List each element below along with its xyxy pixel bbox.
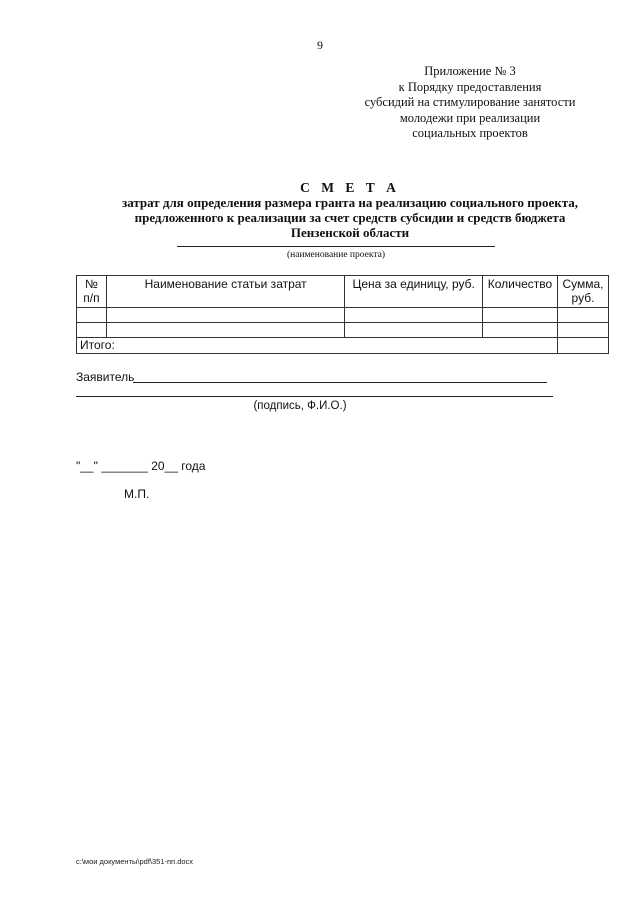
title-line: Пензенской области xyxy=(290,225,410,240)
total-value xyxy=(557,338,608,354)
total-label: Итого: xyxy=(77,338,558,354)
table-cell xyxy=(345,323,483,338)
project-name-caption: (наименование проекта) xyxy=(286,250,385,260)
table-cell xyxy=(106,323,344,338)
document-title xyxy=(80,180,620,240)
appendix-line: молодежи при реализации xyxy=(399,110,541,125)
header-cell-price: Цена за единицу, руб. xyxy=(345,276,483,308)
table-cell xyxy=(483,308,558,323)
title-line: затрат для определения размера гранта на реализацию социального проекта, xyxy=(121,195,579,210)
header-cell-name: Наименование статьи затрат xyxy=(106,276,344,308)
table-cell xyxy=(345,308,483,323)
header-cell-number: № п/п xyxy=(77,276,107,308)
date-line: "__" _______ 20__ года xyxy=(76,459,206,473)
table-total-row xyxy=(77,338,609,354)
table-header-row xyxy=(77,276,609,308)
appendix-line: субсидий на стимулирование занятости xyxy=(364,95,576,110)
file-path: c:\мои документы\pdf\351-пп.docx xyxy=(76,857,194,866)
table-row xyxy=(77,323,609,338)
stamp-label: М.П. xyxy=(124,487,150,501)
cost-table xyxy=(76,275,609,354)
table-cell xyxy=(557,308,608,323)
table-cell xyxy=(77,323,107,338)
project-name-line xyxy=(177,246,495,247)
header-cell-sum: Сумма, руб. xyxy=(557,276,608,308)
table-cell xyxy=(557,323,608,338)
header-cell-quantity: Количество xyxy=(483,276,558,308)
table-cell xyxy=(483,323,558,338)
applicant-line xyxy=(133,382,547,383)
appendix-line: Приложение № 3 xyxy=(424,64,516,78)
page-number: 9 xyxy=(317,38,323,52)
appendix-header xyxy=(330,64,610,142)
signature-caption: (подпись, Ф.И.О.) xyxy=(253,400,347,412)
appendix-line: к Порядку предоставления xyxy=(398,79,542,94)
applicant-label: Заявитель xyxy=(76,370,135,384)
title-word: С М Е Т А xyxy=(300,180,400,195)
table-cell xyxy=(106,308,344,323)
title-line: предложенного к реализации за счет средств субсидии и средств бюджета xyxy=(134,210,566,225)
table-cell xyxy=(77,308,107,323)
appendix-line: социальных проектов xyxy=(412,126,528,141)
signature-line xyxy=(76,396,553,397)
table-row xyxy=(77,308,609,323)
